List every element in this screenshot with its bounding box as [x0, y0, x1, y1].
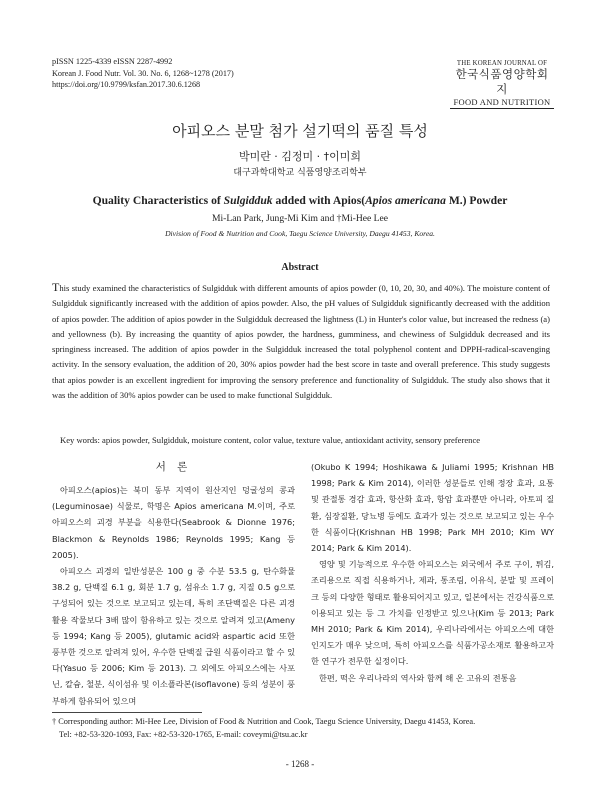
footnote-divider — [52, 712, 202, 713]
citation-line: Korean J. Food Nutr. Vol. 30. No. 6, 1268~1278 (2017) — [52, 68, 234, 78]
affiliation-english: Division of Food & Nutrition and Cook, Taegu Science University, Daegu 41453, Korea. — [165, 229, 435, 238]
authors-korean: 박미란 · 김정미 · †이미희 — [238, 150, 362, 163]
title-en-part: Quality Characteristics of — [92, 194, 224, 207]
title-en-italic: Sulgidduk — [223, 194, 273, 207]
doi-link[interactable]: https://doi.org/10.9799/ksfan.2017.30.6.1268 — [52, 80, 201, 89]
journal-name-ko: 한국식품영양학회지 — [455, 67, 549, 96]
page-number: - 1268 - — [285, 759, 315, 769]
paragraph: 아피오스 괴경의 일반성분은 100 g 중 수분 53.5 g, 탄수화물 38.2 g, 단백질 6.1 g, 회분 1.7 g, 섬유소 1.7 g, 지질 0.5 g으로 구성되어 있는 것으로 보고되고 있는데, 특히 조단백질은 다른 괴경 활용 작물보다 3배 많이 함유하고 있는 것으로 알려져 있고(Ameny 등 1994; Kang 등 2005), glutamic acid와 aspartic acid 또한 풍부한 것으로 알려져 있어, 우수한 단백질 급원 식품이라고 할 수 있다(Yasuo 등 2006; Kim 등 2013). 그 외에도 아피오스에는 사포닌, 칼슘, 철분, 식이섬유 및 이소플라본(isoflavone) 등의 성분이 풍부하게 함유되어 있으며 — [52, 566, 295, 706]
keywords: Key words: apios powder, Sulgidduk, moisture content, color value, texture value, antioxidant activity, sensory preference — [60, 435, 481, 445]
journal-citation-block — [52, 56, 234, 91]
journal-name-en-bottom: FOOD AND NUTRITION — [450, 97, 554, 109]
abstract-first-letter: T — [52, 280, 60, 294]
abstract-heading: Abstract — [281, 262, 319, 273]
corresponding-author-footnote — [52, 715, 557, 741]
paragraph: 영양 및 기능적으로 우수한 아피오스는 외국에서 주로 구이, 튀김, 조리용으로 직접 식용하거나, 제과, 통조림, 이유식, 분말 및 프레이크 등의 다양한 형태로 활용되어지고 있고, 일본에서는 건강식품으로 이용되고 있는 등 그 가치를 인정받고 있으나(Kim 등 2013; Park MH 2010; Park & Kim 2014), 우리나라에서는 아피오스에 대한 인지도가 매우 낮으며, 특히 아피오스를 식품가공소재로 활용하고자 한 연구가 전무한 실정이다. — [311, 559, 554, 667]
footnote-line: † Corresponding author: Mi-Hee Lee, Division of Food & Nutrition and Cook, Taegu Science University, Daegu 41453, Korea. — [52, 717, 476, 726]
title-en-part: added with Apios( — [272, 194, 366, 207]
paragraph: 아피오스(apios)는 북미 동부 지역이 원산지인 덩굴성의 콩과(Leguminosae) 식물로, 학명은 Apios americana M.이며, 주로 아피오스의 괴경 부분을 식용한다(Seabrook & Dionne 1976; Blackmon & Reynolds 1986; Reynolds 1995; Kang 등 2005). — [52, 485, 295, 560]
right-column — [311, 459, 554, 686]
affiliation-korean: 대구과학대학교 식품영양조리학부 — [233, 168, 367, 178]
abstract-body — [52, 280, 550, 403]
title-en-italic: Apios americana — [365, 194, 446, 207]
paragraph: (Okubo K 1994; Hoshikawa & Juliami 1995; Krishnan HB 1998; Park & Kim 2014), 이러한 성분들로 인해 정장 효과, 요통 및 관절통 경감 효과, 항산화 효과, 항암 효과뿐만 아니라, 아토피 질환, 심장질환, 당뇨병 등에도 효과가 있는 것으로 보고되고 있는 우수한 식품이다(Krishnan HB 1998; Park MH 2010; Kim WY 2014; Park & Kim 2014). — [311, 462, 554, 554]
left-column — [52, 482, 295, 709]
journal-logo — [450, 60, 554, 109]
title-en-part: M.) Powder — [445, 194, 508, 207]
authors-english: Mi-Lan Park, Jung-Mi Kim and †Mi-Hee Lee — [211, 213, 389, 224]
footnote-line: Tel: +82-53-320-1093, Fax: +82-53-320-1765, E-mail: coveymi@tsu.ac.kr — [59, 730, 308, 739]
title-korean: 아피오스 분말 첨가 설기떡의 품질 특성 — [172, 122, 428, 140]
journal-name-en-top: THE KOREAN JOURNAL OF — [456, 60, 548, 67]
paragraph: 한편, 떡은 우리나라의 역사와 함께 해 온 고유의 전통음 — [319, 672, 517, 683]
abstract-text: his study examined the characteristics of Sulgidduk with different amounts of apios powder (0, 10, 20, 30, and 40%). The moisture content of Sulgidduk significantly increased with the addition of apios powder. Also, the pH values of Sulgidduk significantly decreased with the addition of apios powder. The addition of apios powder in the Sulgidduk decreased the lightness (L) in Hunter's color value, but increased the redness (a) and yellowness (b). By increasing the quantity of apios powder, the hardness, gumminess, and chewiness of Sulgidduk decreased and its springiness increased. The addition of apios powder in the Sulgidduk increased the total polyphenol content and DPPH-radical-scavenging activity. In the sensory evaluation, the addition of 20, 30% apios powder had the best score in taste and overall preference. This study suggests that apios powder is an excellent ingredient for improving the sensory preference and functionality of Sulgidduk. The study also shows that it was the addition of 30% apios powder can be used to make functional Sulgidduk. — [52, 283, 550, 401]
section-heading-introduction: 서 론 — [155, 461, 192, 473]
title-english — [0, 194, 600, 207]
issn-line: pISSN 1225-4339 eISSN 2287-4992 — [52, 57, 173, 66]
